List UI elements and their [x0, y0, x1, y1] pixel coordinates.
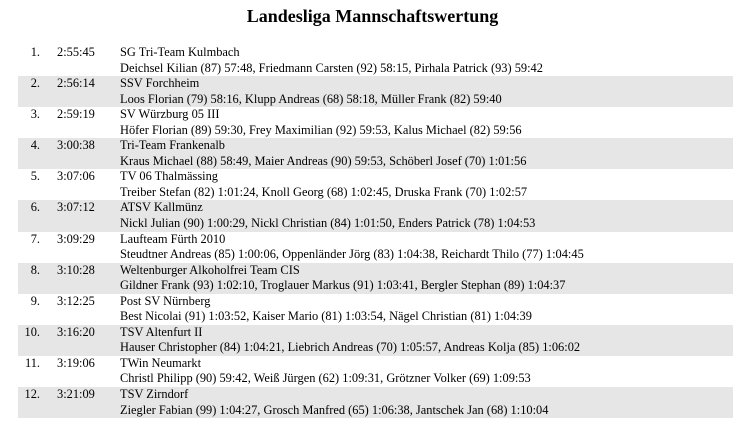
team-name: TSV Zirndorf	[120, 387, 189, 402]
results-list	[18, 45, 733, 418]
result-entry-8	[18, 263, 733, 294]
team-time: 3:07:12	[57, 200, 95, 215]
team-name: Weltenburger Alkoholfrei Team CIS	[120, 262, 300, 277]
rank: 8.	[30, 262, 40, 277]
team-time: 3:10:28	[57, 262, 95, 277]
page-title: Landesliga Mannschaftswertung	[246, 6, 499, 26]
rank: 1.	[30, 45, 40, 59]
result-entry-11	[18, 356, 733, 387]
team-members: Christl Philipp (90) 59:42, Weiß Jürgen (62) 1:09:31, Grötzner Volker (69) 1:09:53	[120, 371, 531, 386]
team-time: 3:19:06	[57, 355, 95, 370]
result-entry-9	[18, 294, 733, 325]
team-time: 3:07:06	[57, 169, 95, 184]
result-entry-6	[18, 200, 733, 231]
team-members: Höfer Florian (89) 59:30, Frey Maximilian (92) 59:53, Kalus Michael (82) 59:56	[120, 122, 522, 137]
result-entry-10	[18, 325, 733, 356]
team-name: TWin Neumarkt	[120, 355, 202, 370]
team-members: Treiber Stefan (82) 1:01:24, Knoll Georg (68) 1:02:45, Druska Frank (70) 1:02:57	[120, 184, 528, 199]
rank: 9.	[30, 293, 40, 308]
team-name: ATSV Kallmünz	[120, 200, 203, 215]
team-members: Nickl Julian (90) 1:00:29, Nickl Christian (84) 1:01:50, Enders Patrick (78) 1:04:53	[120, 215, 536, 230]
team-name: Tri-Team Frankenalb	[120, 138, 226, 153]
team-members: Deichsel Kilian (87) 57:48, Friedmann Carsten (92) 58:15, Pirhala Patrick (93) 59:42	[120, 60, 543, 75]
team-time: 3:09:29	[57, 231, 95, 246]
team-time: 3:16:20	[57, 324, 95, 339]
team-time: 2:56:14	[57, 76, 95, 91]
team-name: TV 06 Thalmässing	[120, 169, 218, 184]
team-name: SV Würzburg 05 III	[120, 107, 220, 122]
result-entry-12	[18, 387, 733, 418]
rank: 6.	[30, 200, 40, 215]
result-entry-1	[18, 45, 733, 76]
result-entry-3	[18, 107, 733, 138]
team-name: SG Tri-Team Kulmbach	[120, 45, 240, 59]
team-time: 3:00:38	[57, 138, 95, 153]
team-time: 2:59:19	[57, 107, 95, 122]
rank: 12.	[24, 387, 40, 402]
team-members: Steudtner Andreas (85) 1:00:06, Oppenländer Jörg (83) 1:04:38, Reichardt Thilo (77) 1:04:45	[120, 247, 584, 262]
team-time: 3:12:25	[57, 293, 95, 308]
rank: 3.	[30, 107, 40, 122]
team-members: Hauser Christopher (84) 1:04:21, Liebrich Andreas (70) 1:05:57, Andreas Kolja (85) 1:06:02	[120, 340, 581, 355]
rank: 5.	[30, 169, 40, 184]
team-name: Laufteam Fürth 2010	[120, 231, 226, 246]
result-entry-5	[18, 169, 733, 200]
team-members: Best Nicolai (91) 1:03:52, Kaiser Mario (81) 1:03:54, Nägel Christian (81) 1:04:39	[120, 309, 532, 324]
rank: 2.	[30, 76, 40, 91]
team-members: Kraus Michael (88) 58:49, Maier Andreas (90) 59:53, Schöberl Josef (70) 1:01:56	[120, 153, 527, 168]
team-time: 3:21:09	[57, 387, 95, 402]
rank: 11.	[24, 355, 40, 370]
result-entry-7	[18, 232, 733, 263]
team-name: Post SV Nürnberg	[120, 293, 211, 308]
team-members: Loos Florian (79) 58:16, Klupp Andreas (68) 58:18, Müller Frank (82) 59:40	[120, 91, 502, 106]
rank: 4.	[30, 138, 40, 153]
team-time: 2:55:45	[57, 45, 95, 59]
team-name: TSV Altenfurt II	[120, 324, 203, 339]
team-name: SSV Forchheim	[120, 76, 200, 91]
result-entry-4	[18, 138, 733, 169]
rank: 7.	[30, 231, 40, 246]
result-entry-2	[18, 76, 733, 107]
team-members: Ziegler Fabian (99) 1:04:27, Grosch Manfred (65) 1:06:38, Jantschek Jan (68) 1:10:04	[120, 402, 549, 417]
team-members: Gildner Frank (93) 1:02:10, Troglauer Markus (91) 1:03:41, Bergler Stephan (89) 1:04:37	[120, 278, 566, 293]
rank: 10.	[24, 324, 40, 339]
